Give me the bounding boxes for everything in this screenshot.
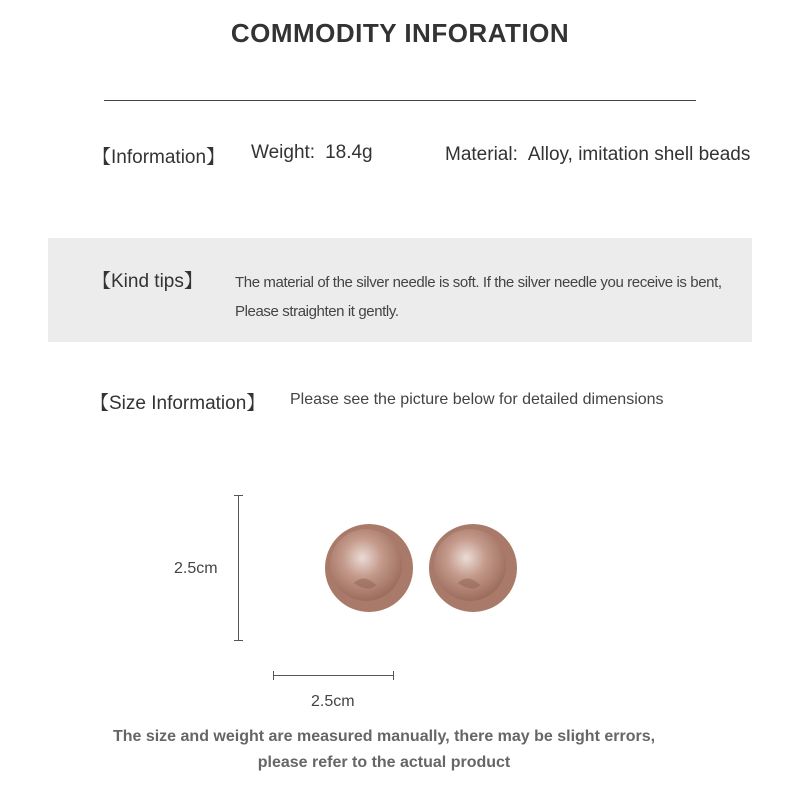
kind-tips-label: 【Kind tips】 [92,271,203,292]
kind-tips-line-1: The material of the silver needle is soft. If the silver needle you receive is bent, [235,274,722,291]
material-value: Alloy, imitation shell beads [527,144,751,165]
width-dimension-line [273,675,394,676]
size-information-label: 【Size Information】 [90,393,266,414]
earring-left-image [324,523,414,613]
height-dimension-cap-top [234,495,243,496]
measurement-note [0,724,768,776]
weight-info [251,142,373,164]
kind-tips-text [235,268,740,326]
height-dimension-cap-bottom [234,640,243,641]
width-dimension-cap-right [393,671,394,680]
page-title: COMMODITY INFORATION [230,18,570,48]
height-dimension-label: 2.5cm [174,560,218,577]
title-divider [104,100,696,101]
width-dimension-label: 2.5cm [311,693,355,710]
kind-tips-line-2: Please straighten it gently. [235,303,399,320]
material-label: Material: [445,144,518,165]
earring-right-image [428,523,518,613]
width-dimension-cap-left [273,671,274,680]
height-dimension-line [238,495,239,641]
weight-label: Weight: [251,142,316,163]
size-information-text: Please see the picture below for detailed dimensions [290,391,664,408]
kind-tips-panel [48,238,752,342]
measurement-note-line-1: The size and weight are measured manually, there may be slight errors, [112,728,656,745]
material-info [445,144,750,166]
weight-value: 18.4g [325,142,373,163]
measurement-note-line-2: please refer to the actual product [257,754,511,771]
information-label: 【Information】 [92,147,226,168]
